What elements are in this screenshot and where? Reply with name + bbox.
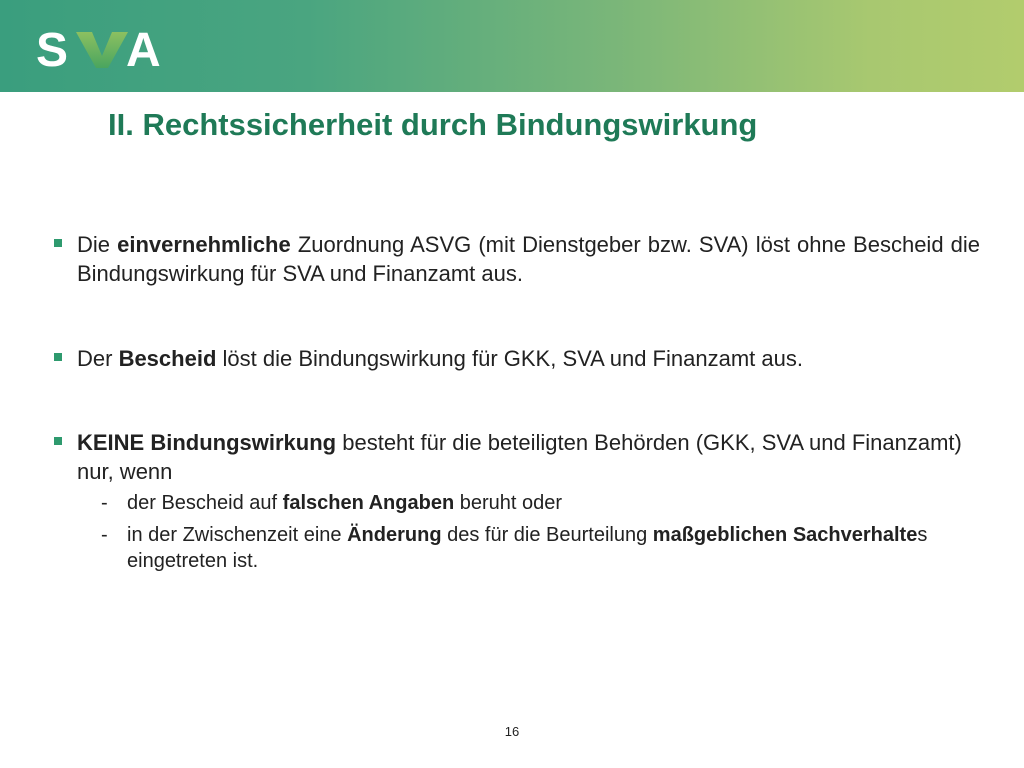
sub-text-bold: falschen Angaben bbox=[282, 492, 455, 514]
sub-item bbox=[77, 522, 980, 574]
slide-title: II. Rechtssicherheit durch Bindungswirkung bbox=[108, 107, 758, 142]
square-bullet-icon bbox=[54, 239, 62, 247]
bullet-text-post: besteht für die beteiligten Behörden (GKK, SVA und Finanzamt) nur, wenn bbox=[77, 430, 962, 484]
sub-text-pre: in der Zwischenzeit eine bbox=[127, 524, 348, 546]
sub-text-mid: des für die Beurteilung bbox=[441, 524, 653, 546]
logo-letter-a: A bbox=[126, 24, 161, 70]
bullet-text-pre: Die bbox=[77, 232, 118, 257]
bullet-text-pre: Der bbox=[77, 346, 119, 371]
header-band bbox=[0, 0, 1024, 92]
sub-text-post: beruht oder bbox=[454, 492, 563, 514]
bullet-item bbox=[50, 344, 980, 373]
bullet-text-bold: Bescheid bbox=[118, 346, 217, 371]
sub-text-pre: der Bescheid auf bbox=[127, 492, 283, 514]
logo-letter-v bbox=[76, 32, 128, 68]
bullet-list bbox=[50, 230, 980, 580]
logo-letter-s: S bbox=[36, 24, 69, 70]
sub-text-bold: Änderung bbox=[347, 524, 442, 546]
dash-marker: - bbox=[101, 492, 108, 514]
bullet-item bbox=[50, 230, 980, 288]
page-number: 16 bbox=[504, 724, 520, 739]
square-bullet-icon bbox=[54, 437, 62, 445]
sub-list bbox=[77, 490, 980, 574]
sub-item bbox=[77, 490, 980, 516]
bullet-text-post: löst die Bindungswirkung für GKK, SVA und Finanzamt aus. bbox=[216, 346, 803, 371]
sva-logo bbox=[36, 24, 176, 70]
bullet-text-post: Zuordnung ASVG (mit Dienstgeber bzw. SVA) löst ohne Bescheid die Bindungswirkung für SVA und Finanzamt aus. bbox=[77, 232, 981, 286]
sub-text-post: s eingetreten ist. bbox=[127, 524, 928, 572]
bullet-text-bold: einvernehmliche bbox=[117, 232, 291, 257]
sub-text-bold-2: maßgeblichen Sachverhalte bbox=[652, 524, 918, 546]
square-bullet-icon bbox=[54, 353, 62, 361]
bullet-text-bold: KEINE Bindungswirkung bbox=[77, 430, 337, 455]
bullet-item bbox=[50, 428, 980, 574]
dash-marker: - bbox=[101, 524, 108, 546]
